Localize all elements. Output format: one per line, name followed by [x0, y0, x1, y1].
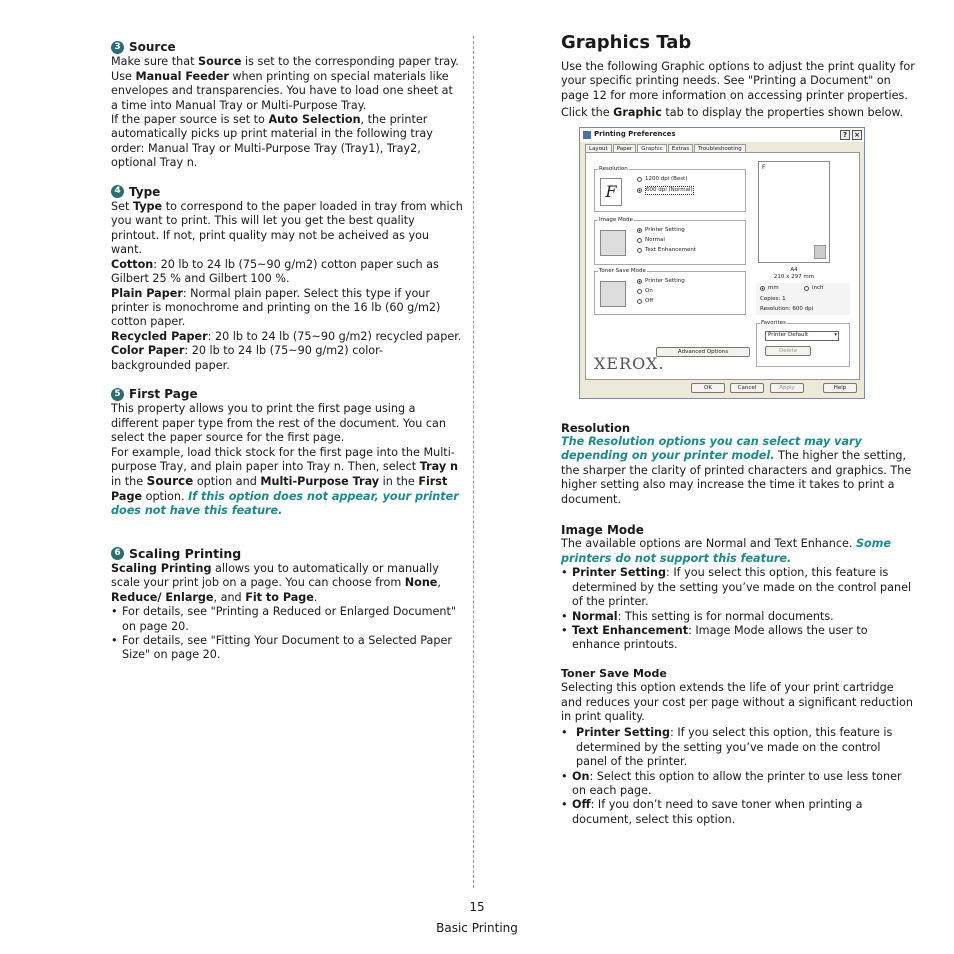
- scaling-bullet-1: • For details, see "Printing a Reduced or Enlarged Document" on page 20.: [111, 605, 457, 633]
- toner-save-heading: Toner Save Mode: [561, 666, 667, 680]
- first-page-heading: First Page: [129, 386, 198, 401]
- resolution-paragraph: The Resolution options you can select may vary depending on your printer model. The higher the setting, the sharper the clarity of printed characters and graphics. The higher setting also may increase the time it takes to print a document.: [561, 435, 912, 506]
- dropdown-arrow-icon: ▾: [834, 331, 837, 338]
- type-plain: Plain Paper: Normal plain paper. Select this type if your printer is monochrome and printing on the 16 lb (60 g/m2) cotton paper.: [111, 286, 441, 329]
- source-section: [111, 40, 463, 171]
- toner-bullet-1: • Printer Setting: If you select this option, this feature is determined by the setting you’ve made on the control panel of the printer.: [561, 726, 893, 769]
- scaling-heading: Scaling Printing: [129, 545, 242, 561]
- scaling-section: [111, 547, 463, 663]
- preview-thumbnail: [814, 245, 826, 259]
- source-paragraph-2: If the paper source is set to Auto Selection, the printer automatically picks up print material in the following tray order: Manual Tray or Multi-Purpose Tray (Tray1), Tray2, optional Tray n.: [111, 113, 433, 170]
- unit-mm-radio[interactable]: mm: [760, 285, 779, 292]
- scaling-bullet-2: • For details, see "Fitting Your Document to a Selected Paper Size" on page 20.: [111, 634, 452, 662]
- right-column: [561, 32, 915, 827]
- im-text-enhancement-radio[interactable]: Text Enhancement: [637, 247, 696, 254]
- left-column: [111, 40, 463, 663]
- paper-size: A4: [790, 266, 798, 273]
- image-mode-group: Image Mode Printer Setting Normal Text Enhancement: [594, 220, 746, 265]
- close-icon[interactable]: ×: [852, 130, 862, 140]
- type-color: Color Paper: 20 lb to 24 lb (75~90 g/m2) color-backgrounded paper.: [111, 344, 384, 372]
- unit-inch-radio[interactable]: inch: [804, 285, 824, 292]
- tab-extras[interactable]: Extras: [668, 144, 693, 154]
- tab-layout[interactable]: Layout: [585, 144, 612, 154]
- image-mode-heading: Image Mode: [561, 523, 644, 538]
- ts-printer-setting-radio[interactable]: Printer Setting: [637, 278, 685, 285]
- column-divider: [473, 36, 474, 888]
- favorites-select[interactable]: Printer Default ▾: [765, 331, 839, 341]
- res-1200-radio[interactable]: 1200 dpi (Best): [637, 176, 687, 183]
- footer-label: Basic Printing: [436, 921, 518, 935]
- im-printer-setting-radio[interactable]: Printer Setting: [637, 227, 685, 234]
- scaling-paragraph: Scaling Printing allows you to automatically or manually scale your print job on a page. You can choose from None, Reduce/ Enlarge, and Fit to Page.: [111, 562, 441, 604]
- page-preview: [758, 161, 830, 263]
- graphic-panel: [585, 152, 860, 380]
- xerox-logo: XEROX.: [594, 353, 665, 373]
- help-icon[interactable]: ?: [840, 130, 850, 140]
- image-mode-bullet-3: • Text Enhancement: Image Mode allows the user to enhance printouts.: [561, 623, 868, 652]
- step-6-icon: 6: [111, 547, 124, 560]
- tab-graphic[interactable]: Graphic: [637, 144, 666, 154]
- type-recycled: Recycled Paper: 20 lb to 24 lb (75~90 g/m2) recycled paper.: [111, 329, 462, 343]
- page-number: 15: [469, 900, 485, 914]
- toner-bullet-2: • On: Select this option to allow the printer to use less toner on each page.: [561, 769, 902, 797]
- im-normal-radio[interactable]: Normal: [637, 237, 665, 244]
- printing-preferences-dialog: [579, 127, 865, 399]
- type-section: [111, 185, 463, 373]
- first-page-paragraph-1: This property allows you to print the first page using a different paper type from the rest of the document. You can select the paper source for the first page.: [111, 402, 446, 445]
- source-heading: Source: [129, 40, 176, 54]
- cancel-button[interactable]: Cancel: [730, 383, 764, 393]
- intro-paragraph: Use the following Graphic options to adjust the print quality for your specific printing needs. See "Printing a Document" on page 12 for more information on accessing printer properties.: [561, 60, 915, 102]
- apply-button[interactable]: Apply: [770, 383, 804, 393]
- toner-bullet-3: • Off: If you don’t need to save toner when printing a document, select this option.: [561, 798, 863, 826]
- resolution-heading: Resolution: [561, 420, 631, 435]
- click-instruction: Click the Graphic tab to display the properties shown below.: [561, 106, 904, 120]
- ok-button[interactable]: OK: [691, 383, 725, 393]
- document-f-icon: F: [600, 178, 622, 206]
- image-mode-bullet-1: • Printer Setting: If you select this option, this feature is determined by the setting you’ve made on the control panel of the printer.: [561, 566, 912, 609]
- tab-troubleshooting[interactable]: Troubleshooting: [694, 144, 746, 154]
- advanced-options-button[interactable]: Advanced Options: [656, 347, 750, 357]
- printer-image-icon: [600, 230, 626, 256]
- step-5-icon: 5: [111, 388, 124, 401]
- dialog-title: Printing Preferences: [594, 130, 676, 139]
- ts-off-radio[interactable]: Off: [637, 298, 653, 305]
- info-box: [756, 283, 850, 315]
- source-paragraph-1: Make sure that Source is set to the corresponding paper tray. Use Manual Feeder when printing on special materials like envelopes and transparencies. You have to load one sheet at a time into Manual Tray or Multi-Purpose Tray.: [111, 55, 459, 112]
- favorites-group: Favorites Printer Default ▾ Delete: [756, 323, 850, 367]
- toner-save-group: Toner Save Mode Printer Setting On Off: [594, 271, 746, 315]
- image-mode-paragraph: The available options are Normal and Text Enhance. Some printers do not support this feature.: [561, 537, 891, 565]
- help-button[interactable]: Help: [823, 383, 857, 393]
- res-600-radio[interactable]: 600 dpi (Normal): [637, 186, 694, 195]
- resolution-info: Resolution: 600 dpi: [760, 305, 814, 312]
- delete-button[interactable]: Delete: [765, 346, 811, 356]
- ts-on-radio[interactable]: On: [637, 288, 653, 295]
- step-3-icon: 3: [111, 41, 124, 54]
- copies-info: Copies: 1: [760, 295, 786, 302]
- resolution-group: Resolution F 1200 dpi (Best) 600 dpi (Normal): [594, 169, 746, 212]
- type-heading: Type: [129, 184, 161, 199]
- step-4-icon: 4: [111, 185, 124, 198]
- tab-paper[interactable]: Paper: [613, 144, 637, 154]
- image-mode-bullet-2: • Normal: This setting is for normal documents.: [561, 609, 834, 623]
- type-paragraph: Set Type to correspond to the paper loaded in tray from which you want to print. This will let you get the best quality printout. If not, print quality may not be acheived as you want.: [111, 200, 463, 257]
- dialog-titlebar: [580, 128, 864, 142]
- printer-icon: [583, 131, 591, 139]
- first-page-section: [111, 387, 463, 519]
- preview-f-icon: F: [762, 163, 766, 171]
- first-page-paragraph-2: For example, load thick stock for the first page into the Multi-purpose Tray, and plain paper into Tray n. Then, select Tray n in the Source option and Multi-Purpose Tray in the First Page option. If this option does not appear, your printer does not have this feature.: [111, 445, 459, 518]
- toner-save-paragraph: Selecting this option extends the life of your print cartridge and reduces your cost per page without a significant reduction in print quality.: [561, 681, 913, 723]
- type-cotton: Cotton: 20 lb to 24 lb (75~90 g/m2) cotton paper such as Gilbert 25 % and Gilbert 100 %.: [111, 257, 439, 286]
- page-title: Graphics Tab: [561, 32, 692, 53]
- paper-dims: 210 x 297 mm: [773, 273, 815, 280]
- toner-printer-icon: [600, 281, 626, 307]
